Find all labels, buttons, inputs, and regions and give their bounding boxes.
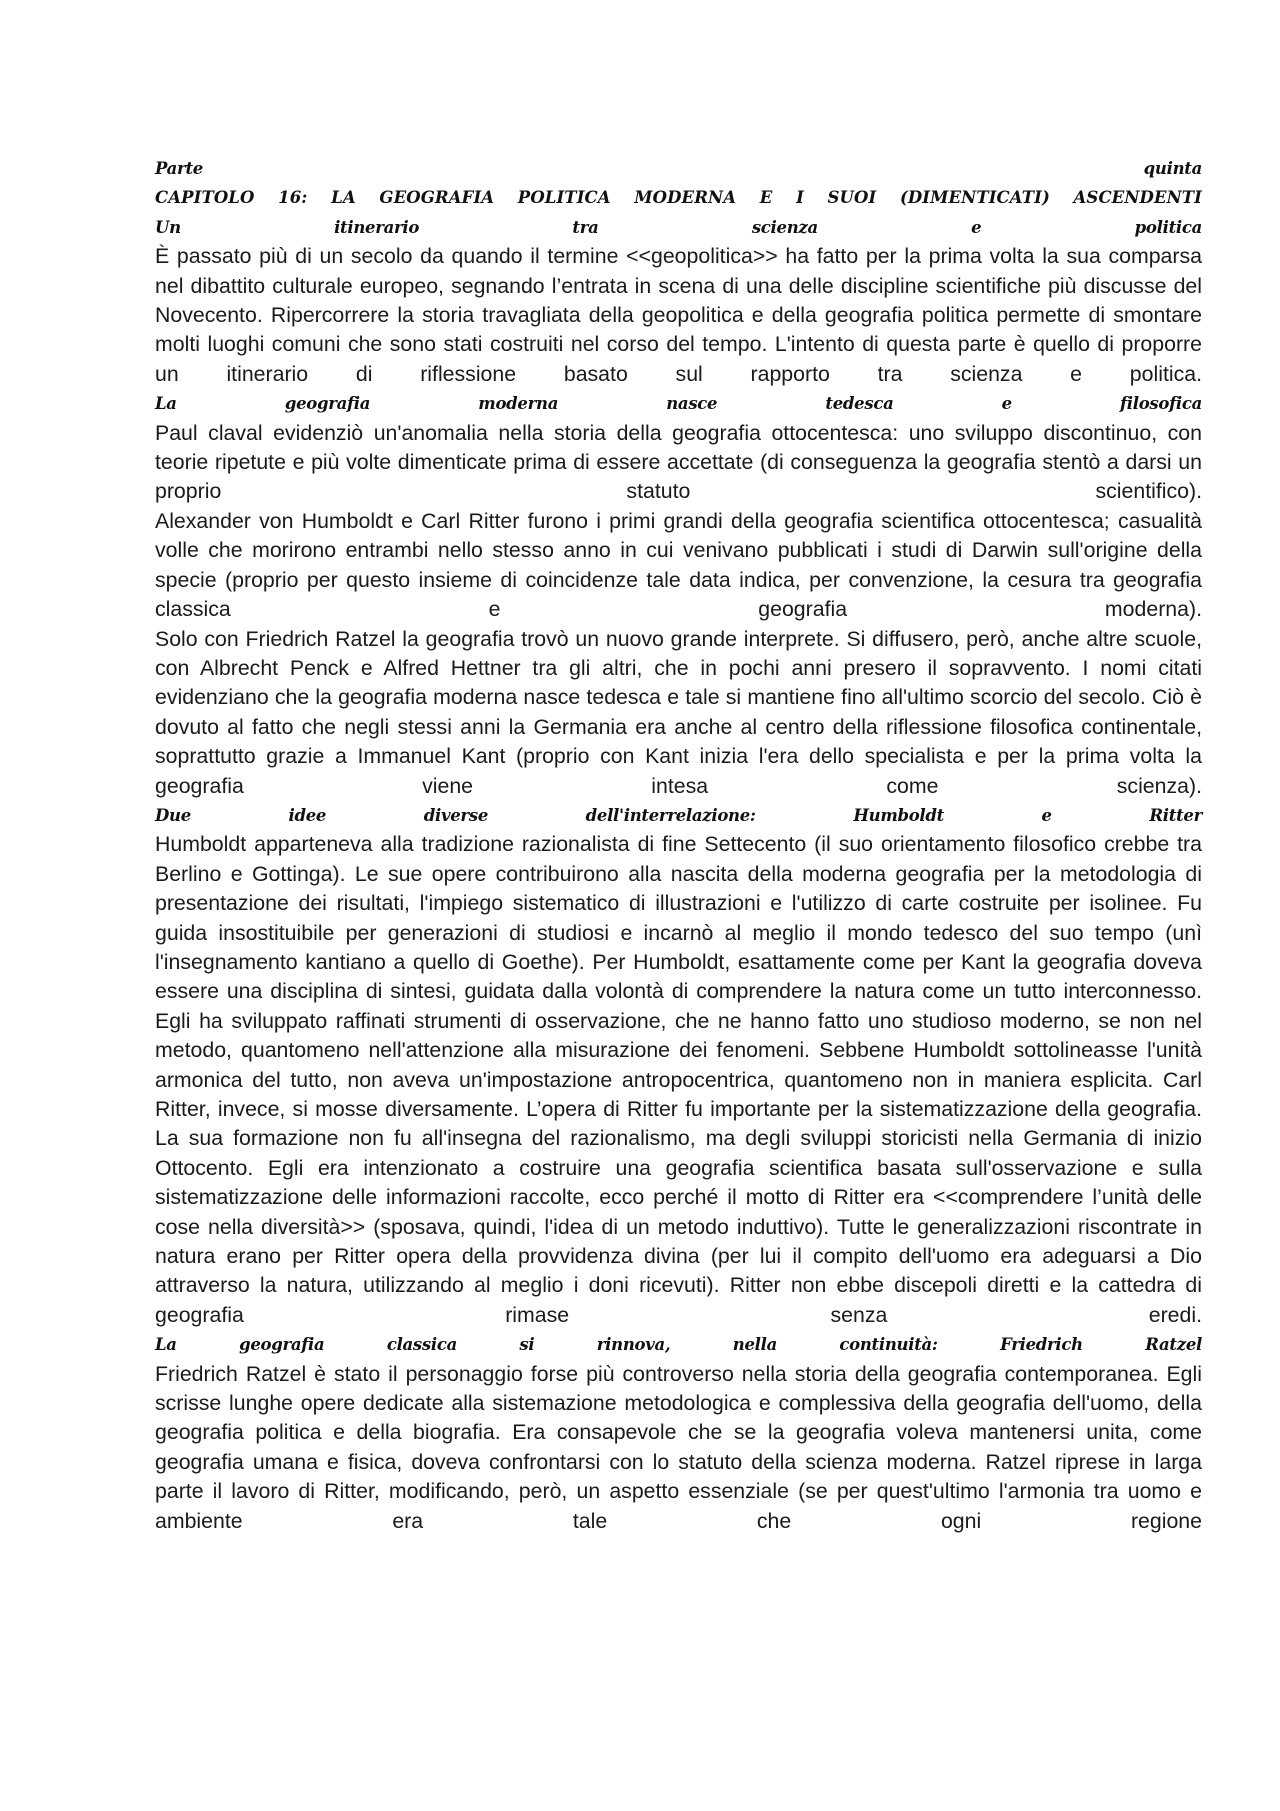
- section-heading-due-idee: Due idee diverse dell'interrelazione: Humboldt e Ritter: [155, 805, 1202, 825]
- part-heading: Parte quinta: [155, 159, 1202, 178]
- section-heading-ratzel: La geografia classica si rinnova, nella continuità: Friedrich Ratzel: [155, 1335, 1202, 1355]
- paragraph-ratzel: Friedrich Ratzel è stato il personaggio forse più controverso nella storia della geografia contemporanea. Egli scrisse lunghe opere dedicate alla sistemazione metodologica e complessiva della geografia dell'uomo, della geografia politica e della biografia. Era consapevole che se la geografia voleva mantenersi unita, come geografia umana e fisica, doveva confrontarsi con lo statuto della scienza moderna. Ratzel riprese in larga parte il lavoro di Ritter, modificando, però, un aspetto essenziale (se per quest'ultimo l'armonia tra uomo e ambiente era tale che ogni regione: [155, 1361, 1202, 1533]
- paragraph-humboldt-ritter-darwin: Alexander von Humboldt e Carl Ritter furono i primi grandi della geografia scientifica ottocentesca; casualità volle che morirono entrambi nello stesso anno in cui venivano pubblicati i studi di Darwin sull'origine della specie (proprio per questo insieme di coincidenze tale data indica, per convenzione, la cesura tra geografia classica e geografia moderna).: [155, 508, 1202, 622]
- chapter-heading: CAPITOLO 16: LA GEOGRAFIA POLITICA MODERNA E I SUOI (DIMENTICATI) ASCENDENTI: [155, 188, 1202, 208]
- paragraph-itinerario: È passato più di un secolo da quando il termine <<geopolitica>> ha fatto per la prima volta la sua comparsa nel dibattito culturale europeo, segnando l’entrata in scena di una delle discipline scientifiche più discusse del Novecento. Ripercorrere la storia travagliata della geopolitica e della geografia politica permette di smontare molti luoghi comuni che sono stati costruiti nel corso del tempo. L'intento di questa parte è quello di proporre un itinerario di riflessione basato sul rapporto tra scienza e politica.: [155, 244, 1202, 386]
- paragraph-ratzel-kant: Solo con Friedrich Ratzel la geografia trovò un nuovo grande interprete. Si diffusero, però, anche altre scuole, con Albrecht Penck e Alfred Hettner tra gli altri, che in pochi anni presero il sopravvento. I nomi citati evidenziano che la geografia moderna nasce tedesca e tale si mantiene fino all'ultimo scorcio del secolo. Ciò è dovuto al fatto che negli stessi anni la Germania era anche al centro della riflessione filosofica continentale, soprattutto grazie a Immanuel Kant (proprio con Kant inizia l'era dello specialista e per la prima volta la geografia viene intesa come scienza).: [155, 626, 1202, 798]
- section-heading-geografia-moderna: La geografia moderna nasce tedesca e filosofica: [155, 394, 1202, 414]
- paragraph-claval: Paul claval evidenziò un'anomalia nella storia della geografia ottocentesca: uno sviluppo discontinuo, con teorie ripetute e più volte dimenticate prima di essere accettate (di conseguenza la geografia stentò a darsi un proprio statuto scientifico).: [155, 420, 1202, 504]
- paragraph-humboldt: Humboldt apparteneva alla tradizione razionalista di fine Settecento (il suo orientamento filosofico crebbe tra Berlino e Gottinga). Le sue opere contribuirono alla nascita della moderna geografia per la metodologia di presentazione dei risultati, l'impiego sistematico di illustrazioni e l'utilizzo di carte costruite per isolinee. Fu guida insostituibile per generazioni di studiosi e incarnò al meglio il mondo tedesco del suo tempo (unì l'insegnamento kantiano a quello di Goethe). Per Humboldt, esattamente come per Kant la geografia doveva essere una disciplina di sintesi, guidata dalla volontà di comprendere la natura come un tutto interconnesso.: [155, 832, 1202, 1004]
- document-page: [155, 154, 1202, 1536]
- paragraph-ritter: Egli ha sviluppato raffinati strumenti di osservazione, che ne hanno fatto uno studioso moderno, se non nel metodo, quantomeno nell'attenzione alla misurazione dei fenomeni. Sebbene Humboldt sottolineasse l'unità armonica del tutto, non aveva un'impostazione antropocentrica, quantomeno non in maniera esplicita. Carl Ritter, invece, si mosse diversamente. L’opera di Ritter fu importante per la sistematizzazione della geografia. La sua formazione non fu all'insegna del razionalismo, ma degli sviluppi storicisti nella Germania di inizio Ottocento. Egli era intenzionato a costruire una geografia scientifica basata sull'osservazione e sulla sistematizzazione delle informazioni raccolte, ecco perché il motto di Ritter era <<comprendere l’unità delle cose nella diversità>> (sposava, quindi, l'idea di un metodo induttivo). Tutte le generalizzazioni riscontrate in natura erano per Ritter opera della provvidenza divina (per lui il compito dell'uomo era adeguarsi a Dio attraverso la natura, utilizzando al meglio i doni ricevuti). Ritter non ebbe discepoli diretti e la cattedra di geografia rimase senza eredi.: [155, 1008, 1202, 1327]
- section-heading-itinerario: Un itinerario tra scienza e politica: [155, 217, 1202, 237]
